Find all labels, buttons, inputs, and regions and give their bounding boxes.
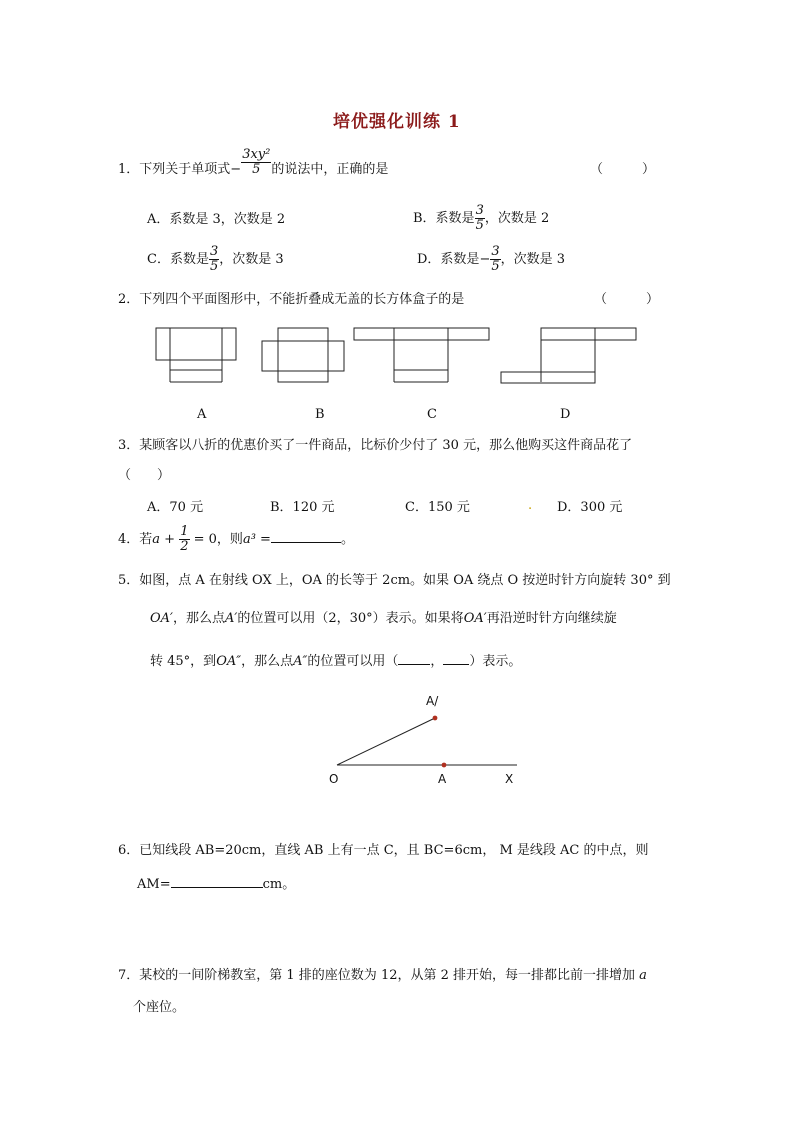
stray-dot: . (528, 498, 533, 513)
q7-line2: 个座位。 (133, 1000, 186, 1015)
q1-answer-paren[interactable]: （ ） (590, 162, 656, 177)
ray-figure (337, 718, 517, 765)
fig-label-a-prime: A/ (426, 694, 439, 708)
q5-line2: OA′，那么点A′的位置可以用（2，30°）表示。如果将OA′再沿逆时针方向继续旋 (150, 611, 617, 626)
q3-option-b[interactable]: B．120 元 (270, 500, 335, 515)
q3-option-a[interactable]: A．70 元 (147, 500, 204, 515)
q1-fraction: $\frac{\text{3xy²}}{5}$ (242, 147, 271, 177)
net-d-figure (501, 328, 636, 383)
q7-line1: 7．某校的一间阶梯教室，第 1 排的座位数为 12，从第 2 排开始，每一排都比前一排增加 a (118, 968, 647, 983)
q1-option-a[interactable]: A．系数是 3，次数是 2 (147, 212, 286, 227)
q3-stem: 3．某顾客以八折的优惠价买了一件商品，比标价少付了 30 元，那么他购买这件商品花了 (118, 438, 633, 453)
point-a (442, 763, 447, 768)
q2-label-b: B (315, 407, 325, 422)
q3-answer-paren[interactable]: （ ） (118, 468, 171, 483)
q1-option-c[interactable]: C．系数是 $\frac{3}{5}$ ，次数是 3 (147, 244, 284, 274)
net-c-figure (354, 328, 489, 382)
q6-line1: 6．已知线段 AB=20cm，直线 AB 上有一点 C，且 BC=6cm， M 是线段 AC 的中点，则 (118, 843, 649, 858)
q4-answer-blank[interactable] (271, 530, 341, 543)
fig-label-o: O (329, 772, 339, 786)
q5-blank-1[interactable] (398, 652, 430, 665)
q3-option-d[interactable]: D．300 元 (557, 500, 623, 515)
point-a-prime (433, 716, 438, 721)
q2-label-d: D (560, 407, 571, 422)
net-a-figure (156, 328, 236, 382)
fig-label-a: A (438, 772, 447, 786)
q2-answer-paren[interactable]: （ ） (594, 292, 660, 307)
q6-line2: AM= cm。 (137, 877, 296, 892)
q1-option-d[interactable]: D．系数是− $\frac{3}{5}$ ，次数是 3 (417, 244, 566, 274)
q6-answer-blank[interactable] (171, 875, 263, 888)
q3-option-c[interactable]: C．150 元 (405, 500, 470, 515)
net-b-figure (262, 328, 344, 382)
q5-blank-2[interactable] (443, 652, 469, 665)
q2-label-c: C (427, 407, 437, 422)
q2-stem: 2．下列四个平面图形中，不能折叠成无盖的长方体盒子的是 (118, 292, 465, 307)
fig-label-x: X (505, 772, 514, 786)
q1-option-b[interactable]: B．系数是 $\frac{3}{5}$ ，次数是 2 (413, 203, 550, 233)
q5-line1: 5．如图，点 A 在射线 OX 上，OA 的长等于 2cm。如果 OA 绕点 O 按逆时针方向旋转 30° 到 (118, 573, 671, 588)
page-title: 培优强化训练 1 (333, 112, 461, 132)
q2-label-a: A (197, 407, 207, 422)
q4-stem: 4．若a + $\frac{1}{2}$ = 0，则a³ = 。 (118, 524, 354, 554)
q5-line3: 转 45°，到OA″，那么点A″的位置可以用（ ， ）表示。 (150, 654, 522, 669)
q1-stem: 1．下列关于单项式− $\frac{\text{3xy²}}{5}$ 的说法中，正确的是 (118, 147, 389, 177)
